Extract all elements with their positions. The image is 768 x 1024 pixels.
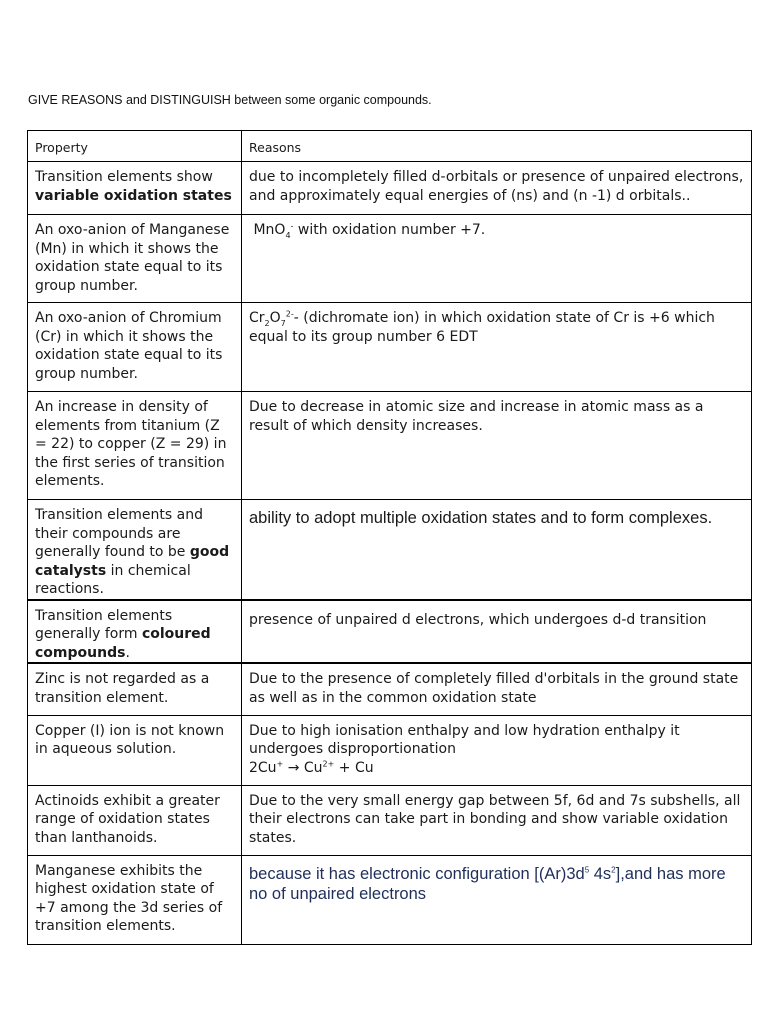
property-cell: An oxo-anion of Manganese (Mn) in which it shows the oxidation state equal to its group number. [28,215,242,303]
reason-cell: Due to decrease in atomic size and increase in atomic mass as a result of which density increases. [242,392,752,500]
reason-cell: presence of unpaired d electrons, which undergoes d-d transition [242,600,752,664]
property-cell: Copper (I) ion is not known in aqueous solution. [28,715,242,785]
property-cell: Zinc is not regarded as a transition element. [28,663,242,715]
page-heading: GIVE REASONS and DISTINGUISH between some organic compounds. [28,93,432,107]
table-header-row [28,131,752,162]
reason-cell: $Cr_2O_7^{2-}-$ (dichromate ion) in which oxidation state of Cr is +6 which equal to its group number 6 EDT [242,303,752,392]
header-property: Property [28,131,242,162]
property-cell: Manganese exhibits the highest oxidation state of +7 among the 3d series of transition elements. [28,855,242,944]
reason-cell: Due to high ionisation enthalpy and low hydration enthalpy it undergoes disproportionation $2Cu^+ \to Cu^{2+} + Cu$ [242,715,752,785]
property-cell: An increase in density of elements from titanium (Z = 22) to copper (Z = 29) in the first series of transition elements. [28,392,242,500]
reason-cell: because it has electronic configuration [$(Ar)3d^5$ $4s^2],and$ has more no of unpaired electrons [242,855,752,944]
reason-cell: MnO$_4$- with oxidation number +7. [242,215,752,303]
table-row [28,785,752,855]
reason-cell: Due to the very small energy gap between 5f, 6d and 7s subshells, all their electrons can take part in bonding and show variable oxidation states. [242,785,752,855]
table-row [28,715,752,785]
property-cell: Transition elements show variable oxidation states [28,162,242,215]
reasons-table [27,130,752,945]
header-reasons: Reasons [242,131,752,162]
table-row [28,500,752,600]
table-row [28,392,752,500]
reason-cell: ability to adopt multiple oxidation states and to form complexes. [242,500,752,600]
table-row [28,855,752,944]
property-cell: An oxo-anion of Chromium (Cr) in which it shows the oxidation state equal to its group number. [28,303,242,392]
property-cell: Transition elements generally form coloured compounds. [28,600,242,664]
table-row [28,162,752,215]
reason-cell: due to incompletely filled d-orbitals or presence of unpaired electrons, and approximately equal energies of (ns) and (n -1) d orbitals.. [242,162,752,215]
reason-cell: Due to the presence of completely filled d'orbitals in the ground state as well as in the common oxidation state [242,663,752,715]
property-cell: Transition elements and their compounds are generally found to be good catalysts in chemical reactions. [28,500,242,600]
table-row [28,663,752,715]
property-cell: Actinoids exhibit a greater range of oxidation states than lanthanoids. [28,785,242,855]
table-row [28,215,752,303]
table-row [28,303,752,392]
table-row [28,600,752,664]
